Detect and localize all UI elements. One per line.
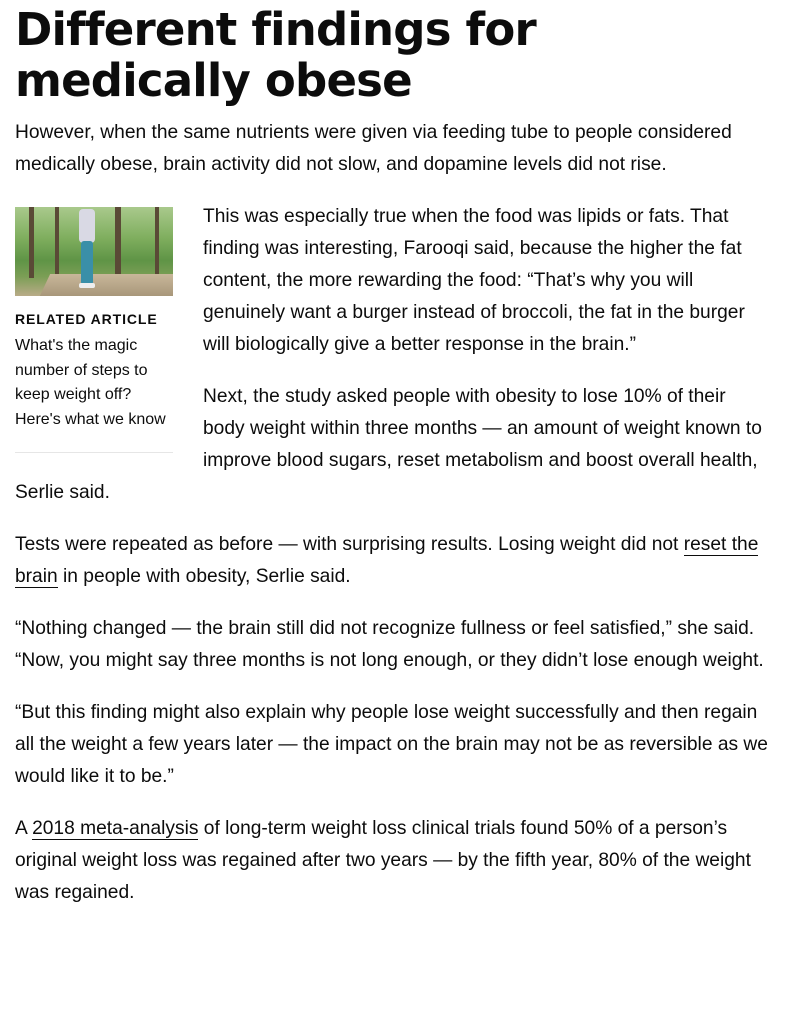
article-paragraph-3: Next, the study asked people with obesity to lose 10% of their body weight within three months — an amount of weight known to improve blood sugars, reset metabolism and boost overall health, Serlie said.: [15, 386, 762, 503]
article-paragraph-1: However, when the same nutrients were given via feeding tube to people considered medically obese, brain activity did not slow, and dopamine levels did not rise.: [15, 122, 732, 175]
paragraph-text: Tests were repeated as before — with surprising results. Losing weight did not: [15, 534, 684, 555]
article-paragraph-5: “Nothing changed — the brain still did not recognize fullness or feel satisfied,” she said. “Now, you might say three months is not long enough, or they didn’t lose enough weight.: [15, 618, 764, 671]
article-paragraph-4: [15, 529, 770, 593]
paragraph-text: of long-term weight loss clinical trials found 50% of a person’s original weight loss was regained after two years — by the fifth year, 80% of the weight was regained.: [15, 818, 751, 903]
related-article-card[interactable]: [15, 207, 173, 453]
meta-analysis-link[interactable]: 2018 meta-analysis: [32, 818, 199, 839]
paragraph-text: in people with obesity, Serlie said.: [57, 566, 351, 587]
section-heading: Different findings for medically obese: [15, 3, 536, 107]
related-article-image[interactable]: [15, 207, 173, 296]
paragraph-text: A: [15, 818, 33, 839]
article-paragraph-2: This was especially true when the food was lipids or fats. That finding was interesting, Farooqi said, because the higher the fat content, the more rewarding the food: “That’s why you will genuinely want a burger instead of broccoli, the fat in the burger will biologically give a better response in the brain.”: [203, 206, 745, 355]
reset-the-brain-link[interactable]: reset the brain: [15, 534, 759, 587]
article-paragraph-6: “But this finding might also explain why people lose weight successfully and then regain all the weight a few years later — the impact on the brain may not be as reversible as we would like it to be.”: [15, 702, 768, 787]
related-article-label: RELATED ARTICLE: [15, 311, 158, 327]
related-article-link[interactable]: What's the magic number of steps to keep weight off? Here's what we know: [15, 337, 166, 428]
article-paragraph-7: [15, 813, 770, 909]
